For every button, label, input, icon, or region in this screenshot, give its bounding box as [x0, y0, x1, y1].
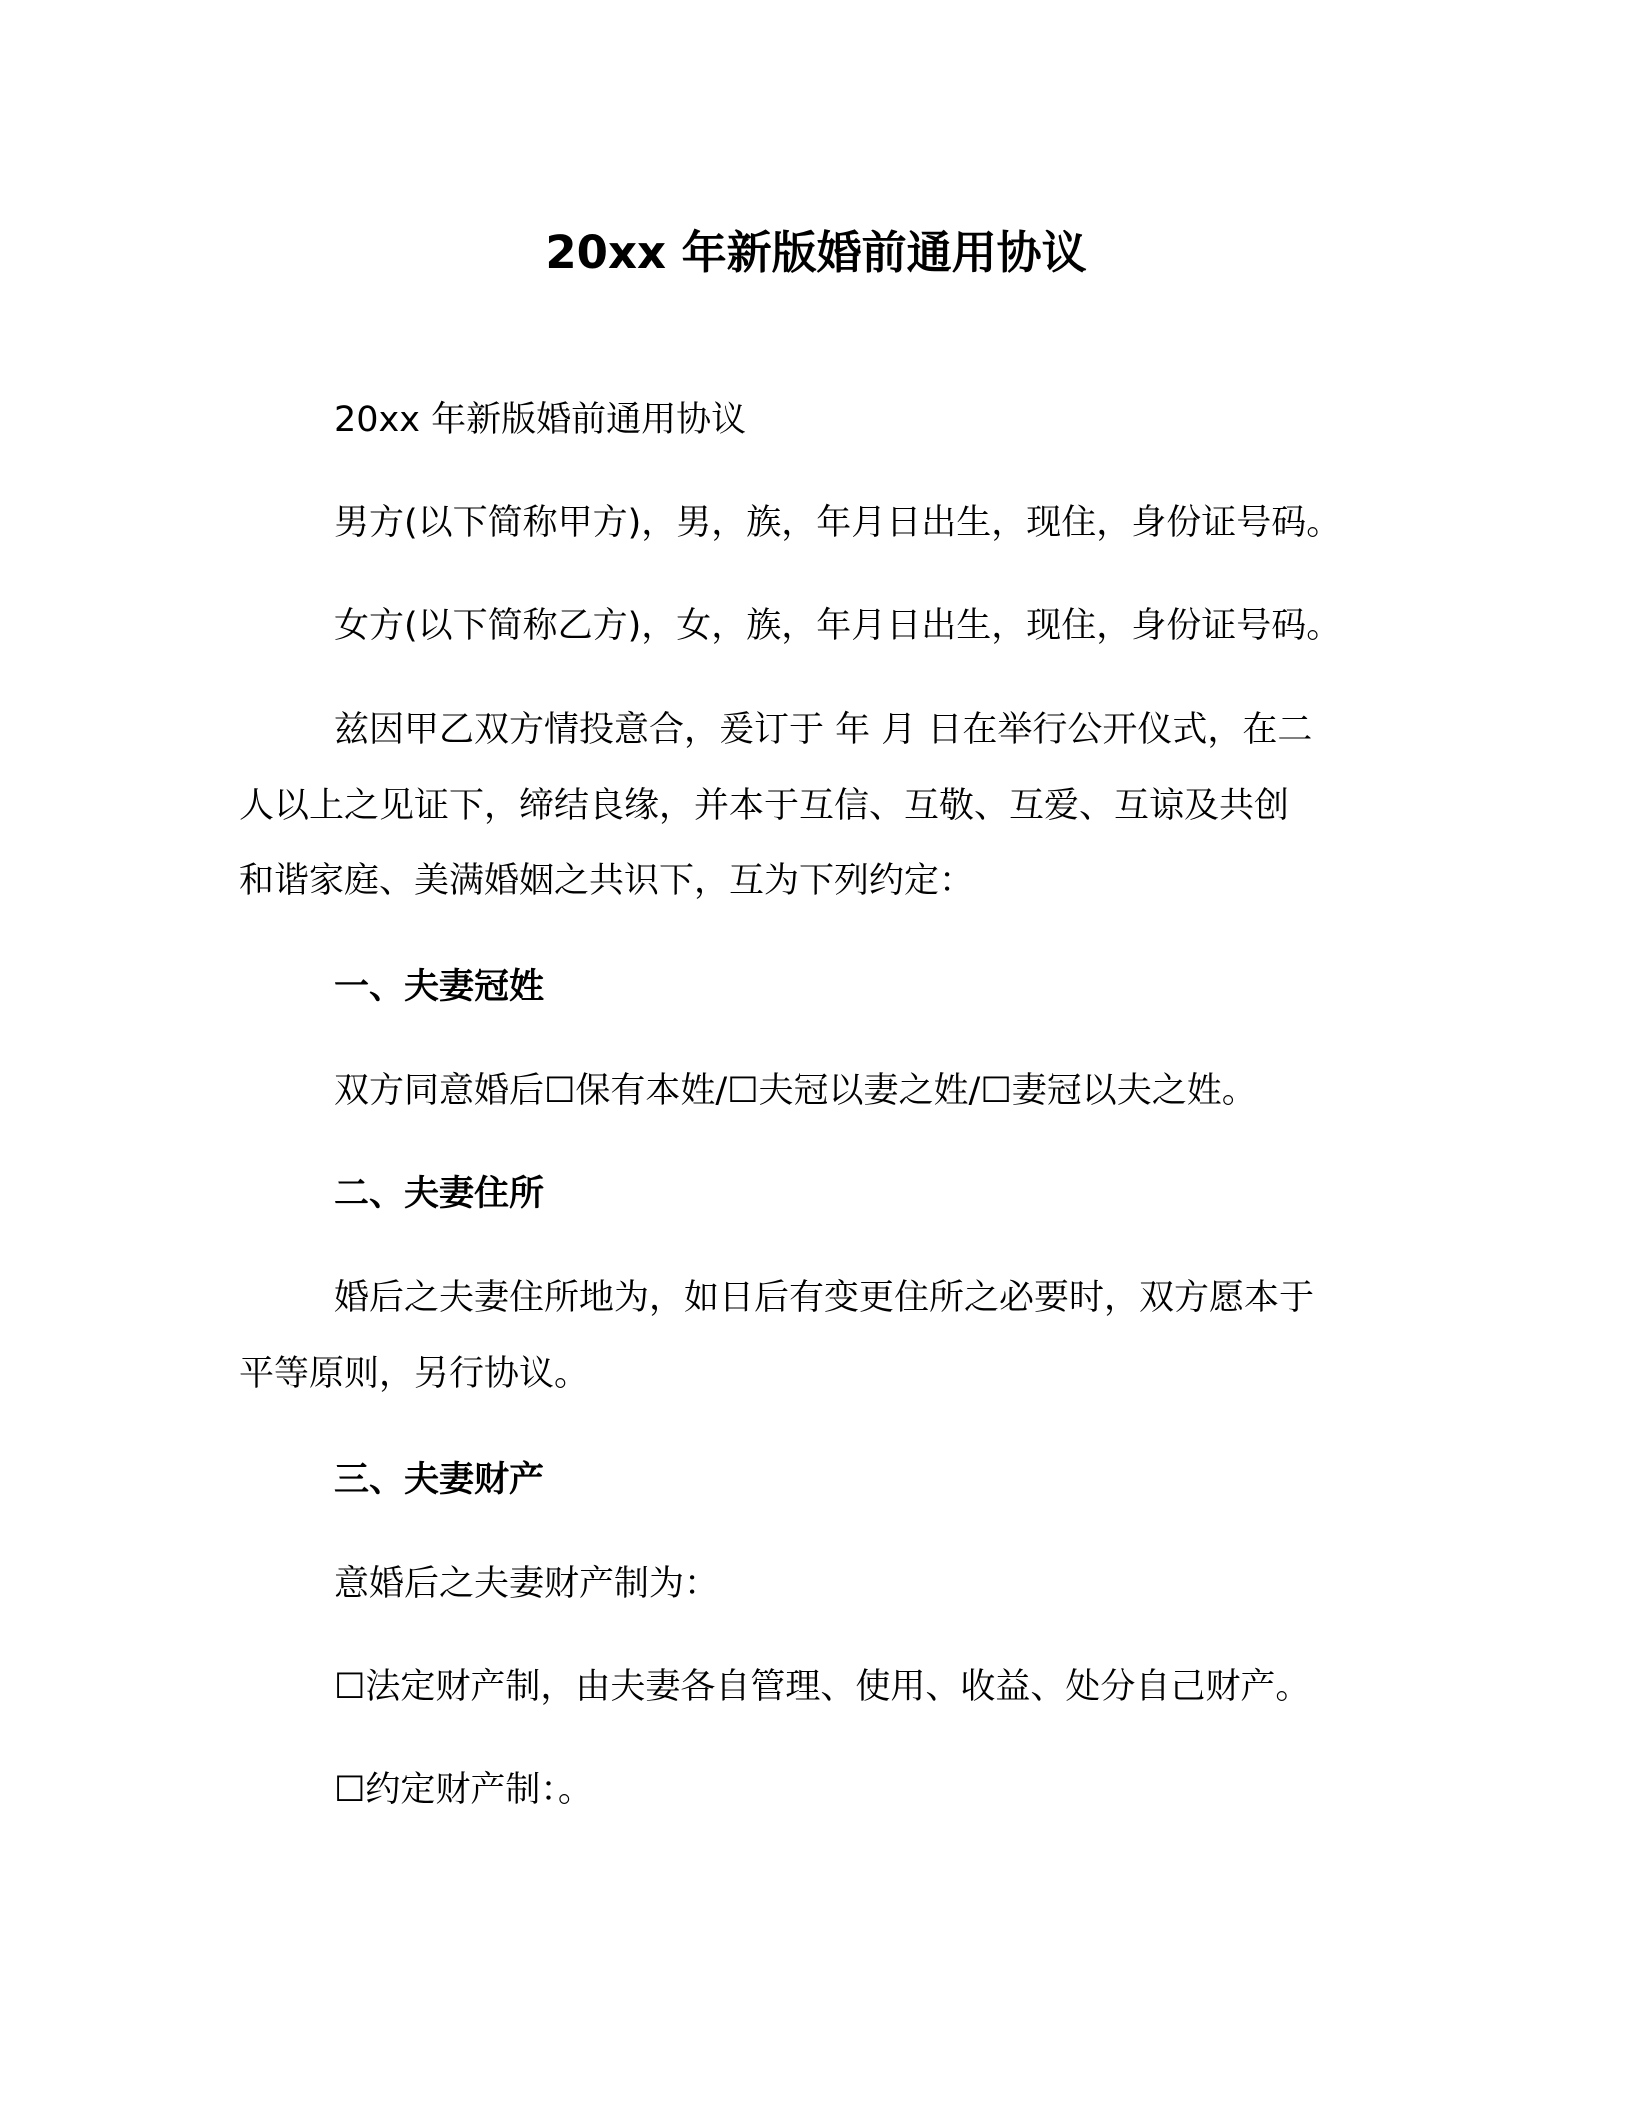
- paragraph-intro-line-2: 人以上之见证下，缔结良缘，并本于互信、互敬、互爱、互谅及共创: [239, 786, 1290, 826]
- paragraph-residence-line-1: 婚后之夫妻住所地为，如日后有变更住所之必要时，双方愿本于: [334, 1278, 1315, 1318]
- paragraph-residence-line-2: 平等原则，另行协议。: [239, 1354, 590, 1394]
- subtitle-line: 20xx 年新版婚前通用协议: [334, 400, 747, 440]
- paragraph-intro-line-3: 和谐家庭、美满婚姻之共识下，互为下列约定：: [239, 861, 975, 901]
- section-heading-residence: 二、夫妻住所: [334, 1174, 545, 1214]
- section-heading-surname: 一、夫妻冠姓: [334, 967, 545, 1007]
- paragraph-man-info: 男方(以下简称甲方)，男，族，年月日出生，现住，身份证号码。: [334, 503, 1342, 543]
- section-heading-property: 三、夫妻财产: [334, 1460, 545, 1500]
- paragraph-property-intro: 意婚后之夫妻财产制为：: [334, 1564, 720, 1604]
- paragraph-intro-line-1: 兹因甲乙双方情投意合，爰订于 年 月 日在举行公开仪式，在二: [334, 710, 1313, 750]
- paragraph-surname-options: 双方同意婚后☐保有本姓/☐夫冠以妻之姓/☐妻冠以夫之姓。: [334, 1071, 1257, 1111]
- document-title: 20xx 年新版婚前通用协议: [545, 226, 1087, 279]
- paragraph-agreed-property: ☐约定财产制：。: [334, 1770, 593, 1810]
- paragraph-statutory-property: ☐法定财产制，由夫妻各自管理、使用、收益、处分自己财产。: [334, 1667, 1311, 1707]
- paragraph-woman-info: 女方(以下简称乙方)，女，族，年月日出生，现住，身份证号码。: [334, 606, 1342, 646]
